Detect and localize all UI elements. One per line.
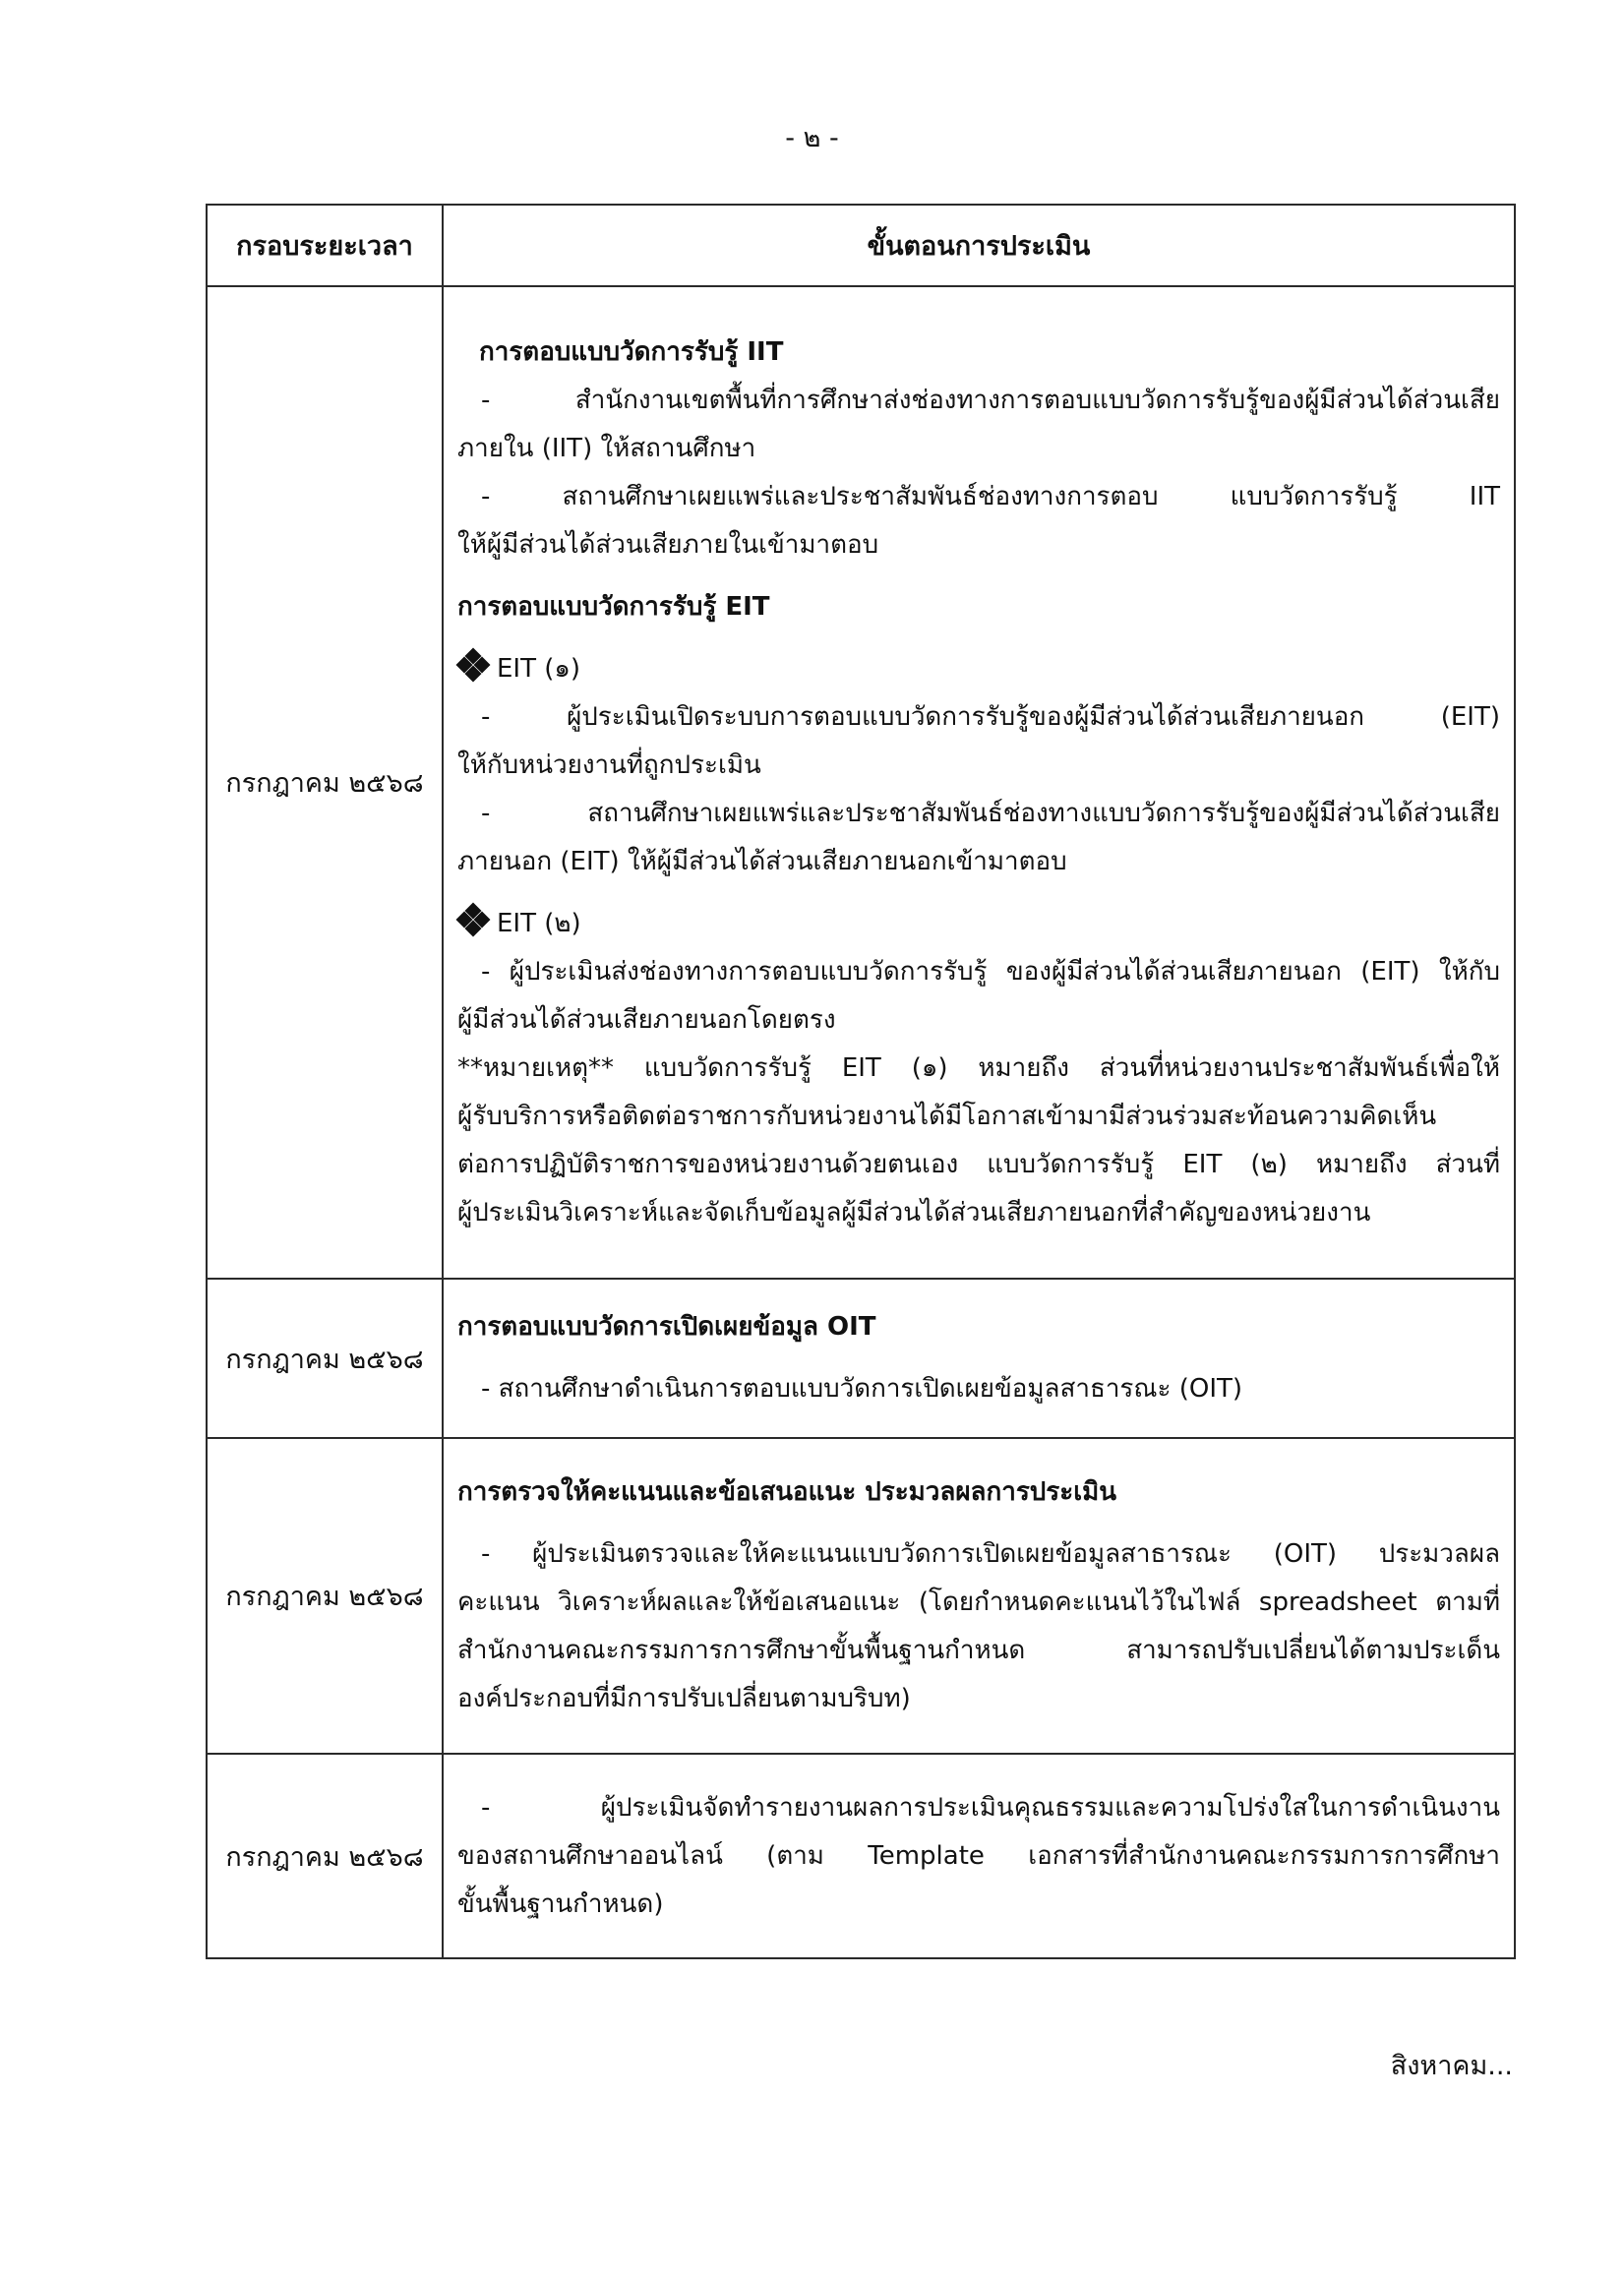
eit1-title: EIT (๑): [497, 653, 581, 684]
iit-line: ภายใน (IIT) ให้สถานศึกษา: [457, 433, 756, 463]
steps-cell: [443, 286, 1515, 1279]
report-line: ของสถานศึกษาออนไลน์ (ตาม Template เอกสารที่สำนักงานคณะกรรมการการศึกษา: [457, 1840, 1500, 1871]
header-steps: ขั้นตอนการประเมิน: [443, 205, 1515, 286]
scoring-line: สำนักงานคณะกรรมการการศึกษาขั้นพื้นฐานกำหนด สามารถปรับเปลี่ยนได้ตามประเด็น: [457, 1636, 1500, 1665]
period-cell: กรกฎาคม ๒๕๖๘: [207, 1754, 443, 1958]
eit1-title-line: [457, 645, 1500, 693]
iit-line: - สำนักงานเขตพื้นที่การศึกษาส่งช่องทางการตอบแบบวัดการรับรู้ของผู้มีส่วนได้ส่วนเสีย: [481, 385, 1500, 415]
diamond-bullet-icon: [457, 649, 489, 681]
eit2-line: - ผู้ประเมินส่งช่องทางการตอบแบบวัดการรับรู้ ของผู้มีส่วนได้ส่วนเสียภายนอก (EIT) ให้กับ: [481, 956, 1500, 987]
table-header-row: [207, 205, 1515, 286]
eit2-title-line: [457, 900, 1500, 948]
steps-cell: [443, 1754, 1515, 1958]
report-line: - ผู้ประเมินจัดทำรายงานผลการประเมินคุณธรรมและความโปร่งใสในการดำเนินงาน: [481, 1792, 1500, 1823]
eit1-line: ให้กับหน่วยงานที่ถูกประเมิน: [457, 749, 761, 780]
report-line: ขั้นพื้นฐานกำหนด): [457, 1888, 664, 1919]
table-row: [207, 286, 1515, 1279]
assessment-schedule-table: [206, 204, 1516, 1959]
period-cell: กรกฎาคม ๒๕๖๘: [207, 1279, 443, 1438]
iit-line: - สถานศึกษาเผยแพร่และประชาสัมพันธ์ช่องทางการตอบ แบบวัดการรับรู้ IIT: [481, 481, 1500, 511]
scoring-line: องค์ประกอบที่มีการปรับเปลี่ยนตามบริบท): [457, 1684, 911, 1713]
table-row: [207, 1754, 1515, 1958]
iit-heading: การตอบแบบวัดการรับรู้ IIT: [479, 336, 784, 367]
scoring-line: - ผู้ประเมินตรวจและให้คะแนนแบบวัดการเปิดเผยข้อมูลสาธารณะ (OIT) ประมวลผล: [481, 1539, 1500, 1569]
period-cell: กรกฎาคม ๒๕๖๘: [207, 1438, 443, 1754]
scoring-line: คะแนน วิเคราะห์ผลและให้ข้อเสนอแนะ (โดยกำหนดคะแนนไว้ในไฟล์ spreadsheet ตามที่: [457, 1587, 1500, 1617]
note-line: ผู้รับบริการหรือติดต่อราชการกับหน่วยงานได้มีโอกาสเข้ามามีส่วนร่วมสะท้อนความคิดเห็น: [457, 1101, 1437, 1131]
page-number: - ๒ -: [785, 123, 839, 153]
eit2-title: EIT (๒): [497, 908, 581, 938]
scoring-heading: การตรวจให้คะแนนและข้อเสนอแนะ ประมวลผลการประเมิน: [457, 1477, 1117, 1507]
eit1-line: - ผู้ประเมินเปิดระบบการตอบแบบวัดการรับรู้ของผู้มีส่วนได้ส่วนเสียภายนอก (EIT): [481, 701, 1500, 732]
period-cell: กรกฎาคม ๒๕๖๘: [207, 286, 443, 1279]
eit2-line: ผู้มีส่วนได้ส่วนเสียภายนอกโดยตรง: [457, 1004, 836, 1035]
steps-cell: [443, 1279, 1515, 1438]
eit-heading: การตอบแบบวัดการรับรู้ EIT: [457, 591, 770, 622]
steps-cell: [443, 1438, 1515, 1754]
header-period: กรอบระยะเวลา: [207, 205, 443, 286]
note-line: ต่อการปฏิบัติราชการของหน่วยงานด้วยตนเอง แบบวัดการรับรู้ EIT (๒) หมายถึง ส่วนที่: [457, 1149, 1500, 1179]
diamond-bullet-icon: [457, 904, 489, 935]
note-line: ผู้ประเมินวิเคราะห์และจัดเก็บข้อมูลผู้มีส่วนได้ส่วนเสียภายนอกที่สำคัญของหน่วยงาน: [457, 1197, 1371, 1228]
eit1-line: ภายนอก (EIT) ให้ผู้มีส่วนได้ส่วนเสียภายนอกเข้ามาตอบ: [457, 846, 1067, 876]
oit-heading: การตอบแบบวัดการเปิดเผยข้อมูล OIT: [457, 1312, 876, 1342]
continuation-marker: สิงหาคม...: [1390, 2051, 1513, 2081]
note-line: **หมายเหตุ** แบบวัดการรับรู้ EIT (๑) หมายถึง ส่วนที่หน่วยงานประชาสัมพันธ์เพื่อให้: [457, 1052, 1500, 1083]
table-row: [207, 1279, 1515, 1438]
table-row: [207, 1438, 1515, 1754]
oit-line: - สถานศึกษาดำเนินการตอบแบบวัดการเปิดเผยข้อมูลสาธารณะ (OIT): [481, 1374, 1243, 1404]
eit1-line: - สถานศึกษาเผยแพร่และประชาสัมพันธ์ช่องทางแบบวัดการรับรู้ของผู้มีส่วนได้ส่วนเสีย: [481, 798, 1500, 828]
iit-line: ให้ผู้มีส่วนได้ส่วนเสียภายในเข้ามาตอบ: [457, 529, 879, 560]
